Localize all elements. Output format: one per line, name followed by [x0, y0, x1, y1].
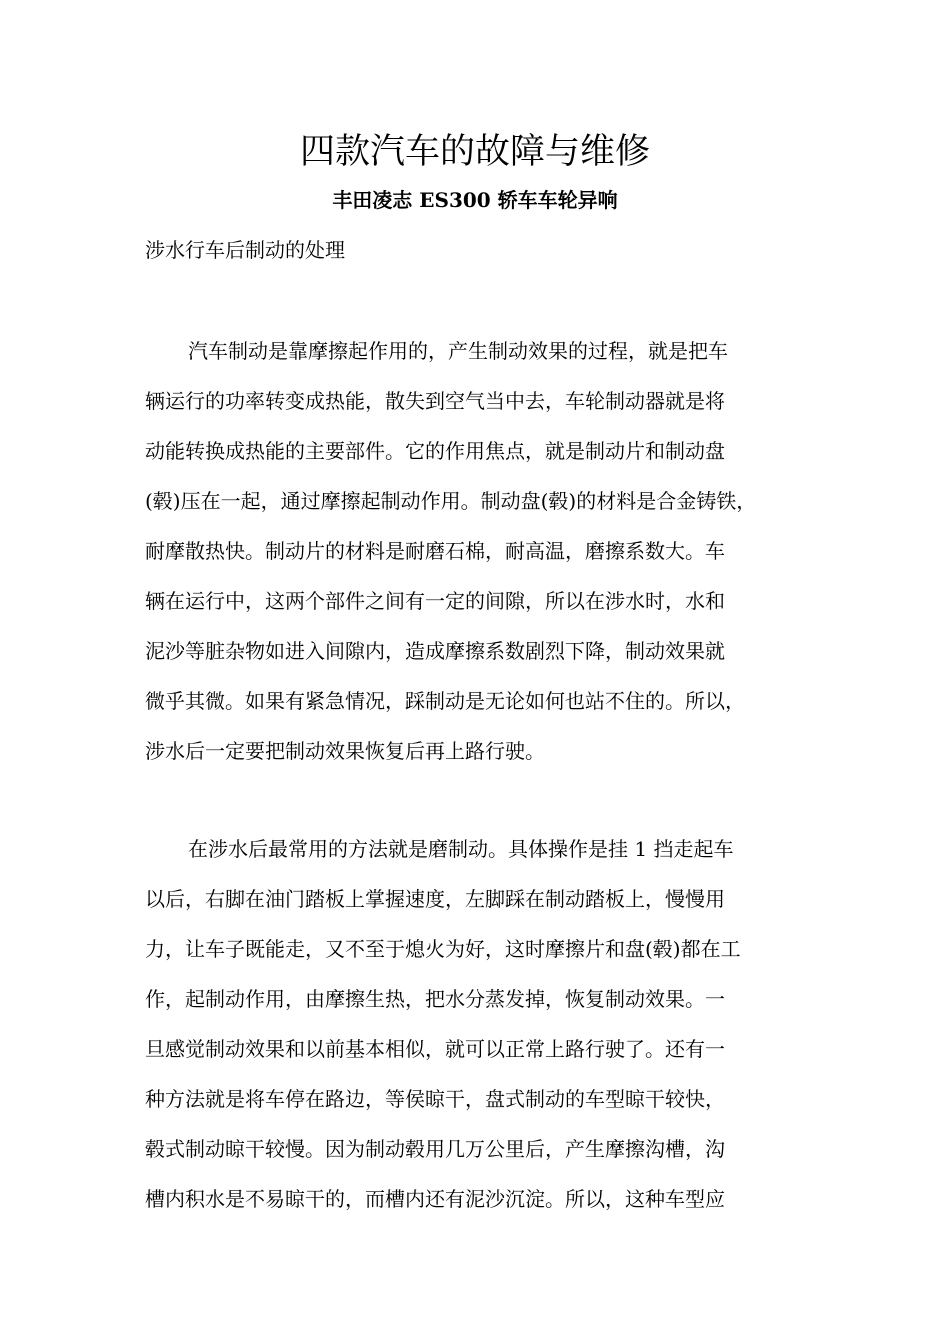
- paragraph-line: 微乎其微。如果有紧急情况，踩制动是无论如何也站不住的。所以，: [145, 689, 745, 713]
- paragraph-line: 种方法就是将车停在路边，等侯晾干，盘式制动的车型晾干较快，: [145, 1087, 725, 1111]
- document-subtitle: 丰田凌志 ES300 轿车车轮异响: [332, 188, 618, 212]
- paragraph-line: 旦感觉制动效果和以前基本相似，就可以正常上路行驶了。还有一: [145, 1037, 725, 1061]
- paragraph-line: 耐摩散热快。制动片的材料是耐磨石棉，耐高温，磨擦系数大。车: [145, 539, 725, 563]
- paragraph-line: 辆运行的功率转变成热能，散失到空气当中去，车轮制动器就是将: [145, 389, 725, 413]
- section-heading: 涉水行车后制动的处理: [145, 238, 345, 262]
- paragraph-line: 作，起制动作用，由摩擦生热，把水分蒸发掉，恢复制动效果。一: [145, 987, 725, 1011]
- paragraph-line: 力，让车子既能走，又不至于熄火为好，这时摩擦片和盘(毂)都在工: [145, 937, 741, 961]
- paragraph-line: 槽内积水是不易晾干的，而槽内还有泥沙沉淀。所以，这种车型应: [145, 1187, 725, 1211]
- paragraph-line: 涉水后一定要把制动效果恢复后再上路行驶。: [145, 739, 545, 763]
- paragraph-line: 汽车制动是靠摩擦起作用的，产生制动效果的过程，就是把车: [188, 339, 728, 363]
- document-title: 四款汽车的故障与维修: [299, 132, 650, 172]
- paragraph-line: 在涉水后最常用的方法就是磨制动。具体操作是挂 1 挡走起车: [188, 837, 734, 861]
- paragraph-line: 动能转换成热能的主要部件。它的作用焦点，就是制动片和制动盘: [145, 439, 725, 463]
- paragraph-line: 以后，右脚在油门踏板上掌握速度，左脚踩在制动踏板上，慢慢用: [145, 887, 725, 911]
- paragraph-line: (毂)压在一起，通过摩擦起制动作用。制动盘(毂)的材料是合金铸铁，: [145, 489, 757, 513]
- paragraph-line: 毂式制动晾干较慢。因为制动毂用几万公里后，产生摩擦沟槽，沟: [145, 1137, 725, 1161]
- paragraph-line: 泥沙等脏杂物如进入间隙内，造成摩擦系数剧烈下降，制动效果就: [145, 639, 725, 663]
- paragraph-line: 辆在运行中，这两个部件之间有一定的间隙，所以在涉水时，水和: [145, 589, 725, 613]
